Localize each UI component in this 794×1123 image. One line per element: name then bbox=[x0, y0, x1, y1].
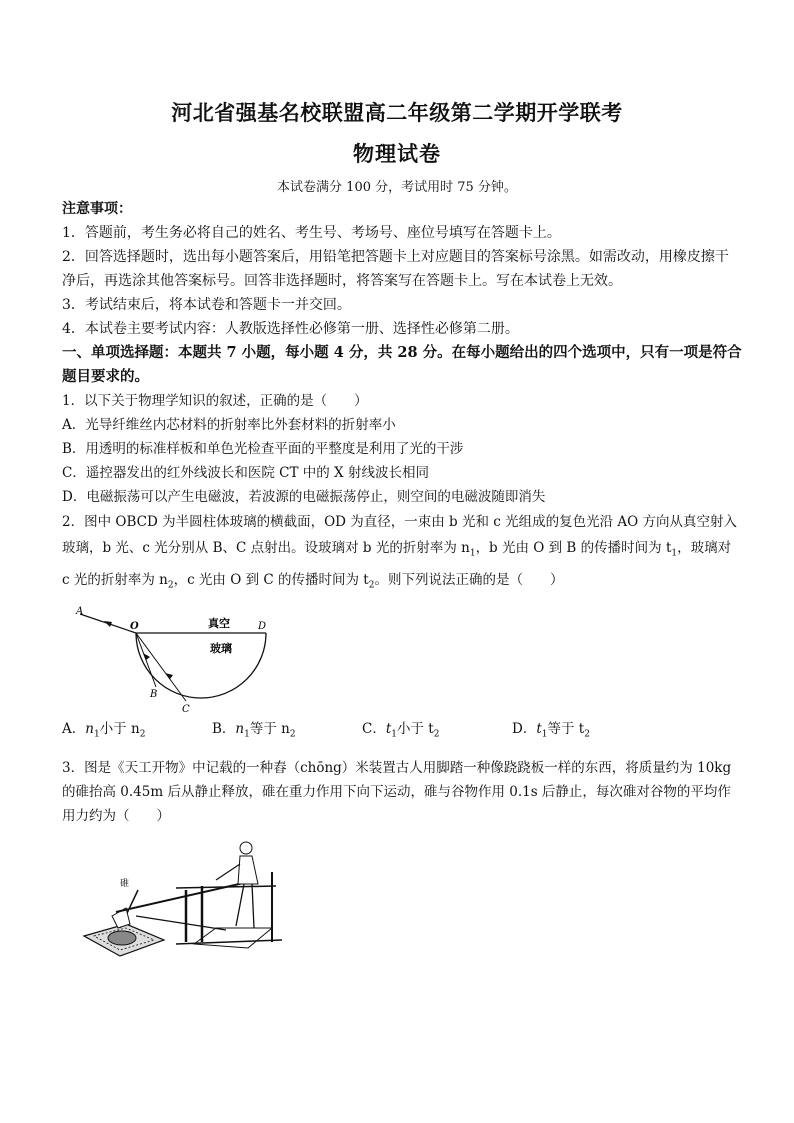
label-b: B bbox=[150, 689, 158, 701]
exam-info: 本试卷满分 100 分，考试用时 75 分钟。 bbox=[277, 180, 517, 195]
section-heading: 一、单项选择题：本题共 7 小题，每小题 4 分，共 28 分。在每小题给出的四个选项中，只有一项是符合题目要求的。 bbox=[62, 344, 742, 385]
q2-choice-a: A．$n_1$小于 $n_2$ bbox=[62, 721, 146, 741]
q2-choice-c: C．$t_1$小于 $t_2$ bbox=[362, 721, 440, 741]
label-vacuum: 真空 bbox=[208, 617, 230, 631]
rice-pounding-device-figure bbox=[76, 832, 286, 960]
q2-choice-b: B．$n_1$等于 $n_2$ bbox=[212, 721, 296, 741]
notice-item: 3．考试结束后，将本试卷和答题卡一并交回。 bbox=[62, 297, 351, 313]
question-2-stem: 2．图中 OBCD 为半圆柱体玻璃的横截面，OD 为直径，一束由 b 光和 c 光组成的复色光沿 AO 方向从真空射入玻璃，b 光、c 光分别从 B、C 点射出。设玻璃对 b 光的折射率为 $n_1$，b 光由 O 到 B 的传播时间为 $t_1$，玻璃对 c 光的折射率为 $n_2$，c 光由 O 到 C 的传播时间为 $t_2$。则下列说法正确的是（ ） bbox=[62, 514, 738, 591]
notice-item: 4．本试卷主要考试内容：人教版选择性必修第一册、选择性必修第二册。 bbox=[62, 321, 519, 337]
q1-option-c: C．遥控器发出的红外线波长和医院 CT 中的 X 射线波长相同 bbox=[62, 465, 429, 481]
exam-content bbox=[62, 197, 742, 960]
label-o: O bbox=[130, 621, 139, 633]
label-glass: 玻璃 bbox=[210, 642, 232, 656]
q2-choice-d: D．$t_1$等于 $t_2$ bbox=[512, 721, 590, 741]
notice-item: 1．答题前，考生务必将自己的姓名、考生号、考场号、座位号填写在答题卡上。 bbox=[62, 225, 561, 241]
exam-title: 河北省强基名校联盟高二年级第二学期开学联考 bbox=[171, 100, 623, 125]
figure-label-dui: 碓 bbox=[120, 879, 130, 890]
label-a: A bbox=[76, 606, 84, 618]
label-c: C bbox=[182, 704, 190, 716]
subject-title: 物理试卷 bbox=[353, 141, 441, 166]
semicircle-glass-figure bbox=[72, 604, 342, 716]
q1-option-b: B．用透明的标准样板和单色光检查平面的平整度是利用了光的干涉 bbox=[62, 441, 464, 457]
question-1-stem: 1．以下关于物理学知识的叙述，正确的是（ ） bbox=[62, 393, 368, 409]
notice-title: 注意事项： bbox=[62, 201, 132, 217]
q1-option-a: A．光导纤维丝内芯材料的折射率比外套材料的折射率小 bbox=[62, 417, 396, 433]
label-d: D bbox=[258, 621, 267, 633]
q1-option-d: D．电磁振荡可以产生电磁波，若波源的电磁振荡停止，则空间的电磁波随即消失 bbox=[62, 489, 546, 505]
question-3-stem: 3．图是《天工开物》中记载的一种舂（chōng）米装置古人用脚踏一种像跷跷板一样的东西，将质量约为 10kg 的碓抬高 0.45m 后从静止释放，碓在重力作用下向下运动，碓与谷物作用 0.1s 后静止，每次碓对谷物的平均作用力约为（ ） bbox=[62, 760, 732, 825]
q2-choices bbox=[62, 718, 662, 746]
notice-item: 2．回答选择题时，选出每小题答案后，用铅笔把答题卡上对应题目的答案标号涂黑。如需改动，用橡皮擦干净后，再选涂其他答案标号。回答非选择题时，将答案写在答题卡上。写在本试卷上无效。 bbox=[62, 249, 729, 289]
